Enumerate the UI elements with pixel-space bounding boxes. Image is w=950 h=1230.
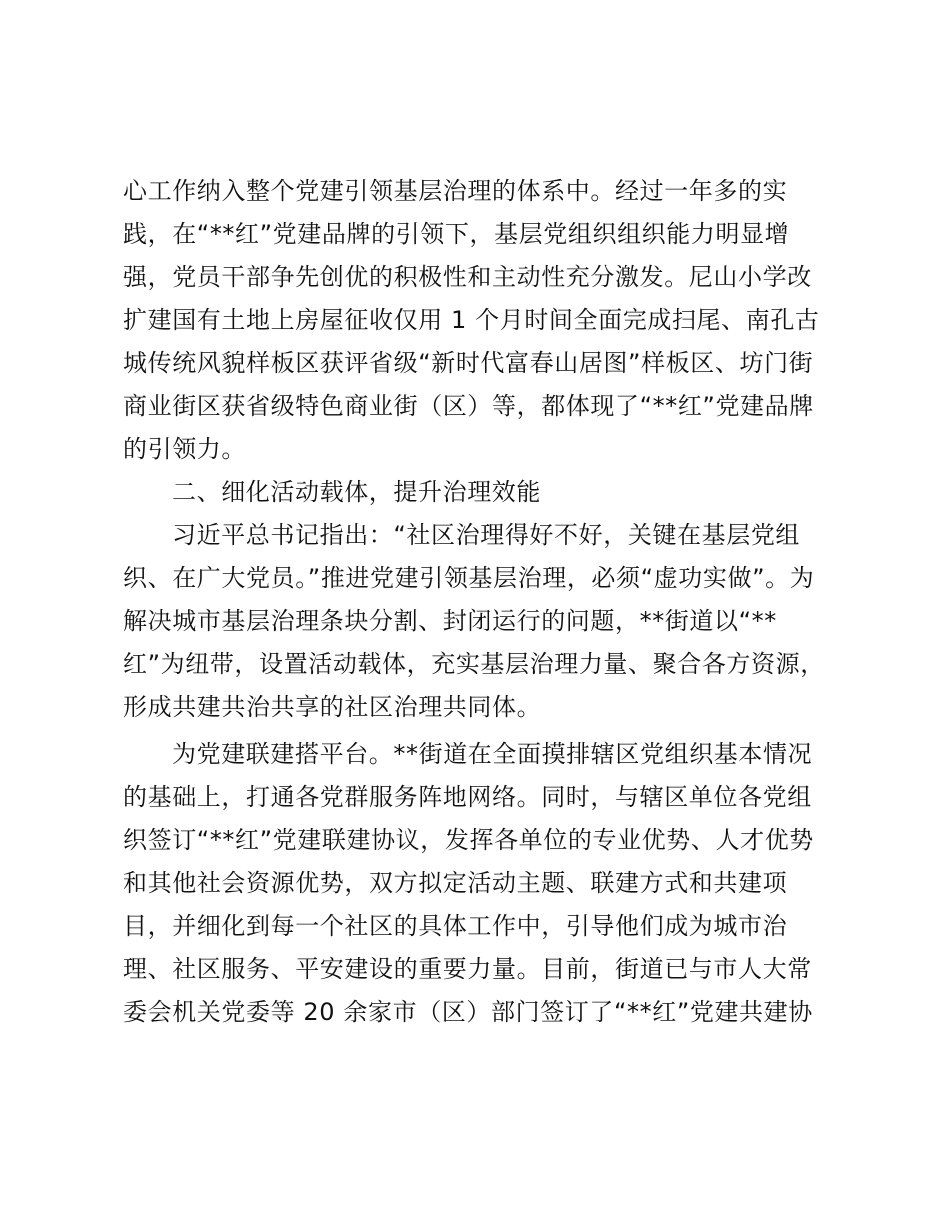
- paragraph-line: 心工作纳入整个党建引领基层治理的体系中。经过一年多的实: [123, 177, 788, 205]
- paragraph-line: 形成共建共治共享的社区治理共同体。: [123, 693, 542, 721]
- paragraph-line: 城传统风貌样板区获评省级“新时代富春山居图”样板区、坊门街: [123, 349, 814, 377]
- paragraph-line: 的引领力。: [123, 435, 246, 463]
- paragraph-line: 扩建国有土地上房屋征收仅用 1 个月时间全面完成扫尾、南孔古: [123, 306, 820, 334]
- paragraph-line: 织、在广大党员。”推进党建引领基层治理，必须“虚功实做”。为: [123, 564, 815, 592]
- paragraph-line: 织签订“**红”党建联建协议，发挥各单位的专业优势、人才优势: [123, 826, 814, 854]
- paragraph-line: 商业街区获省级特色商业街（区）等，都体现了“**红”党建品牌: [123, 392, 814, 420]
- paragraph-line: 目，并细化到每一个社区的具体工作中，引导他们成为城市治: [123, 912, 788, 940]
- paragraph-line: 践，在“**红”党建品牌的引领下，基层党组织组织能力明显增: [123, 220, 790, 248]
- paragraph-line: 解决城市基层治理条块分割、封闭运行的问题，**街道以“**: [123, 607, 777, 635]
- paragraph-line: 红”为纽带，设置活动载体，充实基层治理力量、聚合各方资源，: [123, 650, 825, 678]
- paragraph-line: 委会机关党委等 20 余家市（区）部门签订了“**红”党建共建协: [123, 998, 813, 1026]
- paragraph-line: 强，党员干部争先创优的积极性和主动性充分激发。尼山小学改: [123, 263, 812, 291]
- paragraph-line: 和其他社会资源优势，双方拟定活动主题、联建方式和共建项: [123, 869, 788, 897]
- paragraph-line: 的基础上，打通各党群服务阵地网络。同时，与辖区单位各党组: [123, 783, 812, 811]
- section-heading: 二、细化活动载体，提升治理效能: [172, 478, 541, 506]
- paragraph-line: 理、社区服务、平安建设的重要力量。目前，街道已与市人大常: [123, 955, 812, 983]
- paragraph-line: 习近平总书记指出：“社区治理得好不好，关键在基层党组: [172, 521, 801, 549]
- paragraph-line: 为党建联建搭平台。**街道在全面摸排辖区党组织基本情况: [172, 740, 813, 768]
